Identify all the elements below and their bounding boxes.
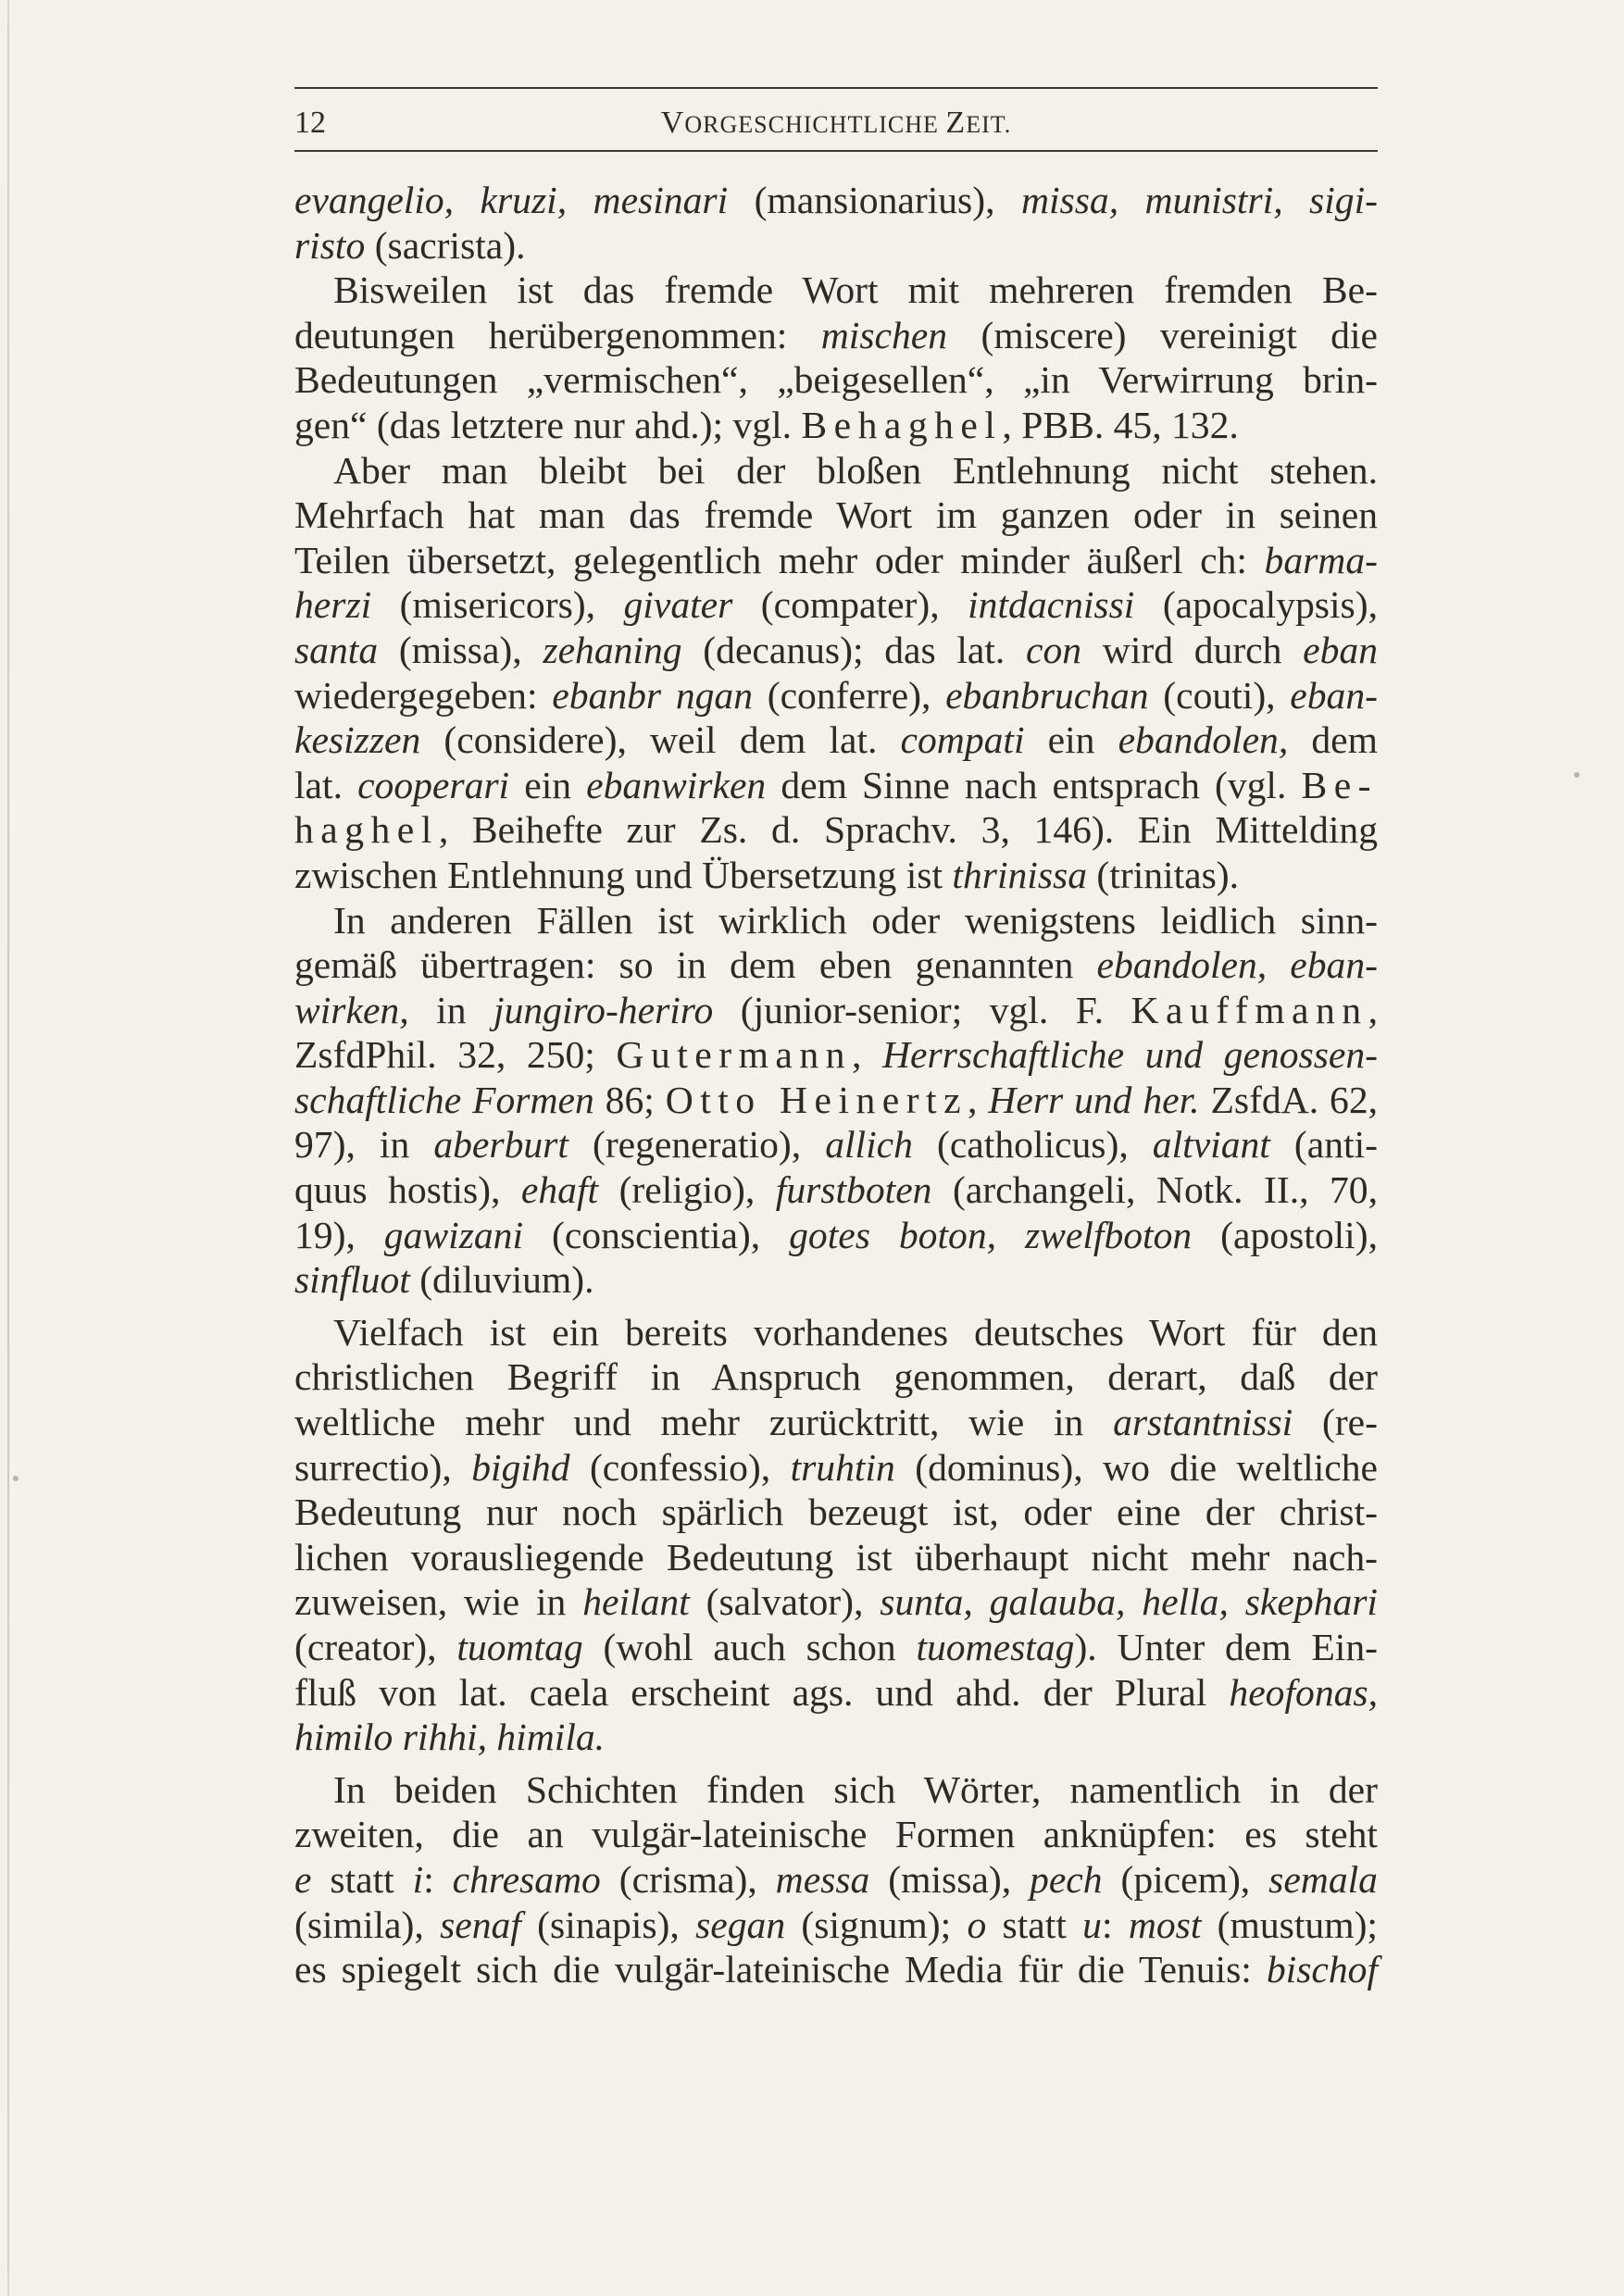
text-run: : [1101, 1903, 1129, 1946]
italic-term: herzi [294, 583, 372, 627]
italic-term: bigihd [471, 1445, 570, 1489]
text-run: (sacrista). [365, 223, 526, 267]
text-run: (confessio), [569, 1445, 791, 1489]
italic-term: most [1128, 1903, 1202, 1946]
italic-term: thrinissa [952, 853, 1088, 896]
italic-term: himilo rihhi, himila. [294, 1716, 606, 1759]
italic-term: segan [695, 1903, 786, 1946]
text-run: ). Unter dem Ein- [1074, 1626, 1379, 1668]
author-name: Be- [1301, 763, 1378, 806]
running-head: VORGESCHICHTLICHE ZEIT. [660, 106, 1012, 140]
author-name: Otto Heinertz [665, 1078, 968, 1121]
text-run: wird durch [1081, 628, 1304, 671]
text-run: es spiegelt sich die vulgär-lateinische Media für die Tenuis: [294, 1948, 1267, 1991]
text-run: (re- [1293, 1401, 1378, 1444]
text-line [294, 1812, 1378, 1857]
text-run: christlichen Begriff in Anspruch genommen, derart, daß der [294, 1355, 1378, 1399]
text-run: Teilen übersetzt, gelegentlich mehr oder minder äußerl ch: [294, 538, 1265, 581]
text-run: 86; [593, 1078, 666, 1121]
italic-term: aberburt [433, 1123, 568, 1167]
text-run: 97), in [294, 1123, 434, 1167]
text-run: surrectio), [294, 1445, 472, 1489]
text-line [294, 988, 1378, 1033]
text-line [294, 268, 1378, 313]
text-run: ein [1024, 718, 1118, 762]
text-run: statt [311, 1857, 413, 1901]
italic-term: ebandolen, [1118, 718, 1289, 762]
italic-term: Herr und her. [988, 1078, 1200, 1121]
text-line [294, 1903, 1378, 1948]
text-run: (regeneratio), [568, 1123, 826, 1167]
italic-term: evangelio, kruzi, mesinari [294, 179, 729, 221]
italic-term: chresamo [452, 1857, 601, 1901]
text-line [294, 582, 1378, 628]
text-line [294, 223, 1378, 268]
body-text [294, 178, 1378, 1992]
text-line [294, 1857, 1378, 1903]
header-top-rule [294, 87, 1378, 89]
italic-term: heilant [582, 1580, 690, 1624]
italic-term: schaftliche Formen [294, 1078, 594, 1121]
text-run: (sinapis), [520, 1903, 696, 1946]
text-run: (couti), [1148, 673, 1291, 717]
italic-term: jungiro-heriro [493, 988, 714, 1031]
italic-term: ebanwirken [586, 763, 767, 806]
text-line [294, 1947, 1378, 1992]
text-run: (archangeli, Notk. II., 70, [931, 1168, 1378, 1212]
text-run: , PBB. 45, 132. [1002, 403, 1239, 446]
italic-term: eban [1303, 628, 1378, 671]
italic-term: ebandolen, eban- [1096, 943, 1378, 987]
text-run: gen“ (das letztere nur ahd.); vgl. [294, 403, 802, 446]
text-run: (signum); [785, 1903, 968, 1946]
text-run: deutungen herübergenommen: [294, 313, 821, 356]
text-run: (trinitas). [1087, 853, 1240, 896]
text-run: (wohl auch schon [582, 1626, 917, 1668]
header-bottom-rule [294, 150, 1378, 152]
text-run: (miscere) vereinigt die [947, 313, 1378, 356]
text-run: (diluvium). [409, 1258, 594, 1302]
text-run: lat. [294, 763, 358, 806]
text-line [294, 313, 1378, 358]
page-number: 12 [294, 106, 326, 140]
italic-term: gawizani [383, 1213, 524, 1256]
italic-term: heofonas, [1229, 1670, 1378, 1714]
text-run: weltliche mehr und mehr zurücktritt, wie in [294, 1401, 1114, 1444]
text-line [294, 673, 1378, 718]
italic-term: con [1026, 628, 1082, 671]
italic-term: bischof [1266, 1948, 1378, 1991]
scan-speck [13, 1476, 19, 1481]
text-line [294, 1535, 1378, 1580]
italic-term: u [1082, 1903, 1102, 1946]
italic-term: sinfluot [294, 1258, 410, 1302]
text-run: lichen vorausliegende Bedeutung ist überhaupt nicht mehr nach- [294, 1535, 1378, 1578]
text-run: (missa), [378, 628, 543, 671]
text-line [294, 853, 1378, 898]
author-name: haghel [294, 808, 439, 852]
text-line [294, 1257, 1378, 1303]
text-run: dem [1288, 718, 1378, 762]
italic-term: messa [775, 1857, 870, 1901]
text-run: in [408, 988, 494, 1031]
text-line [294, 538, 1378, 583]
text-line [294, 178, 1378, 223]
author-name: Kauffmann [1131, 988, 1368, 1031]
text-run: Aber man bleibt bei der bloßen Entlehnung nicht stehen. [333, 448, 1378, 492]
text-run: gemäß übertragen: so in dem eben genannten [294, 943, 1097, 987]
text-run: , [968, 1078, 989, 1121]
italic-term: ehaft [520, 1168, 599, 1212]
text-run: (dominus), wo die weltliche [894, 1445, 1378, 1489]
italic-term: kesizzen [294, 718, 421, 762]
text-run: (conferre), [753, 673, 946, 717]
text-run: (considere), weil dem lat. [420, 718, 901, 762]
author-name: Gutermann [616, 1033, 852, 1077]
text-run: (mustum); [1201, 1903, 1378, 1946]
text-run: (simila), [294, 1903, 441, 1946]
text-run: statt [986, 1903, 1083, 1946]
text-line [294, 1032, 1378, 1078]
italic-term: tuomtag [456, 1626, 583, 1668]
text-run: (creator), [294, 1626, 457, 1668]
text-line [294, 1310, 1378, 1355]
italic-term: senaf [440, 1903, 521, 1946]
italic-term: gotes boton, zwelfboton [789, 1213, 1193, 1256]
text-run: (compater), [732, 583, 968, 627]
text-run: : [423, 1857, 453, 1901]
text-run: 19), [294, 1213, 384, 1256]
text-line [294, 1490, 1378, 1535]
text-run: zuweisen, wie in [294, 1580, 583, 1624]
author-name: Behaghel [801, 403, 1003, 446]
text-run: (decanus); das lat. [681, 628, 1027, 671]
text-run: In beiden Schichten finden sich Wörter, namentlich in der [333, 1767, 1378, 1811]
italic-term: compati [900, 718, 1025, 762]
text-run: , Beihefte zur Zs. d. Sprachv. 3, 146). Ein Mittelding [438, 808, 1378, 852]
text-run: (apostoli), [1192, 1213, 1378, 1256]
text-line [294, 1213, 1378, 1258]
text-run: In anderen Fällen ist wirklich oder wenigstens leidlich sinn- [333, 898, 1378, 942]
italic-term: ebanbruchan [945, 673, 1149, 717]
text-line [294, 1670, 1378, 1716]
italic-term: zehaning [543, 628, 682, 671]
italic-term: risto [294, 223, 366, 267]
text-run: quus hostis), [294, 1168, 521, 1212]
italic-term: e [294, 1857, 312, 1901]
text-line [294, 1625, 1378, 1670]
italic-term: mischen [820, 313, 948, 356]
page-edge-shadow [7, 0, 9, 2296]
text-run: ZsfdPhil. 32, 250; [294, 1033, 617, 1077]
text-run: (religio), [598, 1168, 776, 1212]
text-line [294, 718, 1378, 763]
text-line [294, 493, 1378, 538]
text-run: Bedeutungen „vermischen“, „beigesellen“, „in Verwirrung brin- [294, 358, 1378, 402]
text-run: zweiten, die an vulgär-lateinische Formen anknüpfen: es steht [294, 1813, 1378, 1856]
italic-term: i [412, 1857, 424, 1901]
text-line [294, 1167, 1378, 1213]
paragraph-gap [294, 1303, 1378, 1310]
italic-term: allich [825, 1123, 913, 1167]
italic-term: o [967, 1903, 987, 1946]
text-run: fluß von lat. caela erscheint ags. und ahd. der Plural [294, 1670, 1230, 1714]
page-header [294, 102, 1378, 144]
italic-term: santa [294, 628, 379, 671]
italic-term: pech [1030, 1857, 1103, 1901]
italic-term: semala [1268, 1857, 1378, 1901]
italic-term: ebanbr ngan [552, 673, 754, 717]
italic-term: truhtin [790, 1445, 895, 1489]
text-line [294, 1354, 1378, 1400]
text-line [294, 807, 1378, 853]
italic-term: sunta, galauba, hella, skephari [880, 1580, 1378, 1624]
italic-term: barma- [1264, 538, 1378, 581]
text-run: (salvator), [689, 1580, 881, 1624]
italic-term: furstboten [775, 1168, 932, 1212]
text-run: (mansionarius), [728, 179, 1021, 221]
italic-term: arstantnissi [1113, 1401, 1293, 1444]
italic-term: wirken, [294, 988, 409, 1031]
text-line [294, 1445, 1378, 1491]
text-run: (picem), [1102, 1857, 1269, 1901]
scan-speck [1574, 772, 1580, 778]
text-run: (misericors), [371, 583, 624, 627]
italic-term: altviant [1152, 1123, 1270, 1167]
text-run: Bedeutung nur noch spärlich bezeugt ist, oder eine der christ- [294, 1491, 1378, 1534]
text-run: (catholicus), [912, 1123, 1153, 1167]
text-run: (conscientia), [523, 1213, 790, 1256]
italic-term: intdacnissi [968, 583, 1135, 627]
text-line [294, 1078, 1378, 1123]
italic-term: tuomestag [916, 1626, 1075, 1668]
text-run: dem Sinne nach entsprach (vgl. [766, 763, 1302, 806]
paragraph-gap [294, 1760, 1378, 1767]
text-line [294, 1122, 1378, 1167]
text-run: ein [509, 763, 587, 806]
text-line [294, 448, 1378, 493]
text-line [294, 357, 1378, 403]
text-run: Vielfach ist ein bereits vorhandenes deutsches Wort für den [333, 1310, 1378, 1354]
italic-term: givater [623, 583, 733, 627]
text-line [294, 628, 1378, 673]
text-run: (anti- [1269, 1123, 1378, 1167]
text-line [294, 942, 1378, 988]
text-run: (missa), [869, 1857, 1031, 1901]
text-line [294, 1715, 1378, 1760]
text-run: , [1368, 988, 1378, 1031]
text-run: ZsfdA. 62, [1199, 1078, 1379, 1121]
text-line [294, 1579, 1378, 1625]
text-run: (junior-senior; vgl. F. [713, 988, 1131, 1031]
text-run: zwischen Entlehnung und Übersetzung ist [294, 853, 953, 896]
text-run: (apocalypsis), [1134, 583, 1378, 627]
italic-term: missa, munistri, sigi- [1020, 179, 1379, 221]
text-line [294, 1400, 1378, 1445]
italic-term: eban- [1290, 673, 1378, 717]
text-line [294, 403, 1378, 448]
italic-term: Herrschaftliche und genossen- [881, 1033, 1378, 1077]
italic-term: cooperari [357, 763, 510, 806]
text-run: , [851, 1033, 882, 1077]
text-run: wiedergegeben: [294, 673, 553, 717]
text-run: (crisma), [600, 1857, 776, 1901]
text-run: Bisweilen ist das fremde Wort mit mehreren fremden Be- [333, 268, 1378, 312]
text-line [294, 763, 1378, 808]
text-line [294, 1767, 1378, 1813]
text-line [294, 898, 1378, 943]
text-run: Mehrfach hat man das fremde Wort im ganzen oder in seinen [294, 493, 1378, 537]
